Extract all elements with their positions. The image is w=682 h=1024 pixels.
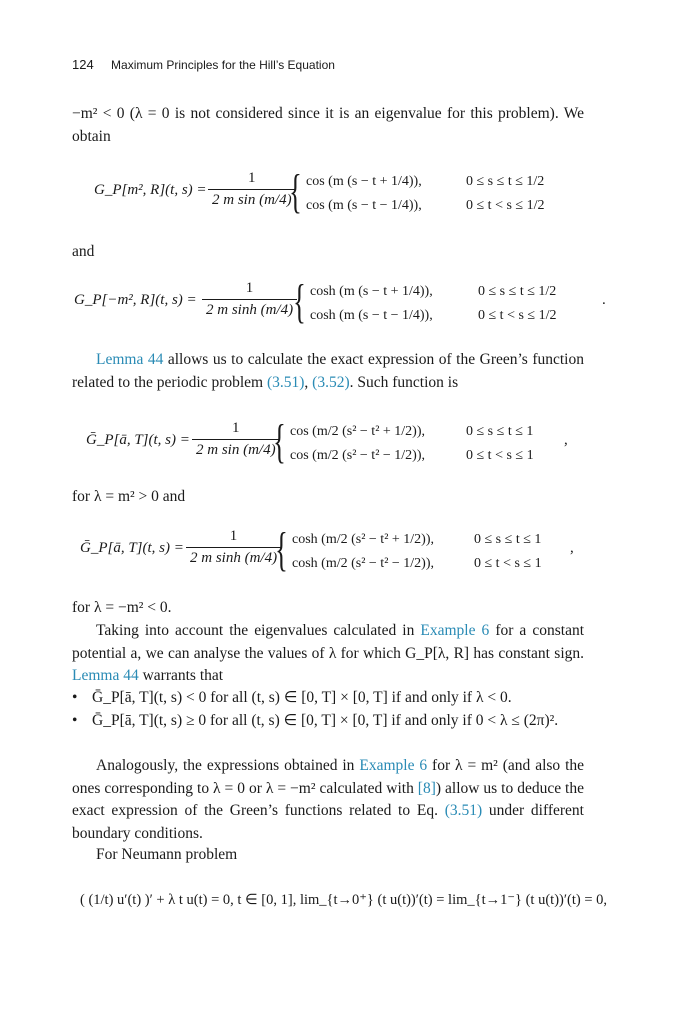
equation-tail: ,: [570, 540, 574, 556]
text-span: under different boundary conditions.: [72, 802, 584, 842]
condition-1: 0 ≤ s ≤ t ≤ 1: [474, 532, 542, 547]
equation-gp-negative: [74, 275, 614, 330]
fraction-numerator: 1: [248, 170, 256, 186]
case-1: cosh (m/2 (s² − t² + 1/2)),: [292, 532, 435, 547]
condition-2: 0 ≤ t < s ≤ 1/2: [478, 308, 557, 323]
case-2: cosh (m/2 (s² − t² − 1/2)),: [292, 556, 435, 571]
equation-fraction: [202, 280, 297, 319]
equation-neumann: ( (1/t) u′(t) )′ + λ t u(t) = 0, t ∈ [0, 1], lim_{t→0⁺} (t u(t))′(t) = lim_{t→1⁻} (t u(t))′(t) = 0,: [80, 892, 608, 908]
fraction-denominator: 2 m sinh (m/4): [202, 299, 297, 319]
equation-fraction: [186, 528, 281, 567]
running-header: [72, 57, 335, 72]
condition-1: 0 ≤ s ≤ t ≤ 1/2: [478, 284, 557, 299]
text-neumann: For Neumann problem: [96, 846, 238, 863]
bullet-text: Ḡ_P[ā, T](t, s) ≥ 0 for all (t, s) ∈ [0, T] × [0, T] if and only if 0 < λ ≤ (2π)².: [92, 711, 559, 729]
equation-gbar-sin: [86, 415, 606, 470]
fraction-denominator: 2 m sin (m/4): [192, 439, 280, 459]
link-eq-3-51[interactable]: (3.51): [444, 802, 483, 819]
equation-gbar-sinh: [80, 523, 610, 578]
link-lemma-44[interactable]: Lemma 44: [72, 667, 139, 684]
equation-tail: ,: [564, 432, 568, 448]
left-brace: {: [273, 415, 286, 468]
case-lines: [292, 528, 434, 576]
condition-1: 0 ≤ s ≤ t ≤ 1/2: [466, 174, 545, 189]
text-span: ) allow us to deduce the exact expression of the Green’s functions related to Eq.: [72, 779, 584, 819]
fraction-denominator: 2 m sinh (m/4): [186, 547, 281, 567]
text-span: for a constant potential a, we can analyse the values of λ for which G_P[λ, R] has constant sign.: [72, 622, 585, 662]
bullet-text: Ḡ_P[ā, T](t, s) < 0 for all (t, s) ∈ [0, T] × [0, T] if and only if λ < 0.: [92, 689, 512, 706]
link-lemma-44[interactable]: Lemma 44: [96, 351, 164, 368]
text-lambda-positive: for λ = m² > 0 and: [72, 488, 186, 505]
condition-lines: [474, 528, 542, 576]
equation-fraction: [192, 420, 280, 459]
case-1: cos (m/2 (s² − t² + 1/2)),: [290, 424, 426, 439]
link-eq-3-52[interactable]: (3.52): [312, 373, 350, 391]
text-span: . Such function is: [349, 373, 459, 391]
bullet-list: [72, 687, 584, 732]
case-2: cos (m/2 (s² − t² − 1/2)),: [290, 448, 426, 463]
case-lines: [290, 420, 425, 468]
left-brace: {: [289, 165, 302, 218]
equation-lhs: G_P[m², R](t, s) =: [94, 182, 207, 198]
equation-tail: .: [602, 292, 606, 308]
left-brace: {: [293, 275, 306, 328]
fraction-numerator: 1: [232, 420, 240, 436]
equation-gp-positive: [94, 165, 594, 220]
equation-lhs: Ḡ_P[ā, T](t, s) =: [86, 432, 190, 448]
link-example-6[interactable]: Example 6: [420, 622, 490, 639]
paragraph-lemma: [72, 349, 584, 394]
paragraph-intro: −m² < 0 (λ = 0 is not considered since it is an eigenvalue for this problem). We obtain: [72, 105, 584, 145]
text-span: for λ = m² (and also the ones corresponding to λ = 0 or λ = −m² calculated with: [72, 757, 585, 797]
case-1: cos (m (s − t + 1/4)),: [306, 174, 422, 189]
case-2: cosh (m (s − t − 1/4)),: [310, 308, 433, 323]
condition-1: 0 ≤ s ≤ t ≤ 1: [466, 424, 534, 439]
paragraph-eigenvalues: [72, 620, 584, 688]
link-ref-8[interactable]: [8]: [417, 779, 436, 797]
equation-lhs: G_P[−m², R](t, s) =: [74, 292, 197, 308]
text-span: Analogously, the expressions obtained in: [96, 757, 360, 774]
text-span: ,: [304, 373, 313, 391]
fraction-numerator: 1: [229, 528, 238, 544]
condition-2: 0 ≤ t < s ≤ 1: [466, 448, 534, 463]
paragraph-analogously: [72, 755, 584, 845]
fraction-numerator: 1: [245, 280, 254, 296]
bullet-icon: •: [72, 689, 78, 706]
bullet-icon: •: [72, 711, 78, 729]
equation-lhs: Ḡ_P[ā, T](t, s) =: [80, 540, 184, 556]
list-item: [72, 710, 584, 733]
text-span: allows us to calculate the exact expression of the Green’s function related to the periodic problem: [72, 351, 584, 391]
case-1: cosh (m (s − t + 1/4)),: [310, 284, 433, 299]
text-and: and: [72, 243, 95, 260]
case-lines: [310, 280, 433, 328]
list-item: [72, 687, 584, 710]
fraction-denominator: 2 m sin (m/4): [208, 189, 296, 209]
condition-lines: [466, 170, 545, 218]
condition-lines: [466, 420, 534, 468]
link-example-6[interactable]: Example 6: [359, 757, 428, 774]
left-brace: {: [275, 523, 288, 576]
condition-2: 0 ≤ t < s ≤ 1/2: [466, 198, 545, 213]
text-span: Taking into account the eigenvalues calculated in: [96, 622, 421, 639]
condition-2: 0 ≤ t < s ≤ 1: [474, 556, 542, 571]
running-title: Maximum Principles for the Hill’s Equation: [111, 58, 335, 72]
case-lines: [306, 170, 422, 218]
equation-fraction: [208, 170, 296, 209]
link-eq-3-51[interactable]: (3.51): [266, 373, 305, 391]
condition-lines: [478, 280, 557, 328]
text-lambda-negative: for λ = −m² < 0.: [72, 599, 172, 616]
case-2: cos (m (s − t − 1/4)),: [306, 198, 422, 213]
page-number: 124: [72, 57, 94, 72]
text-span: warrants that: [138, 667, 224, 684]
